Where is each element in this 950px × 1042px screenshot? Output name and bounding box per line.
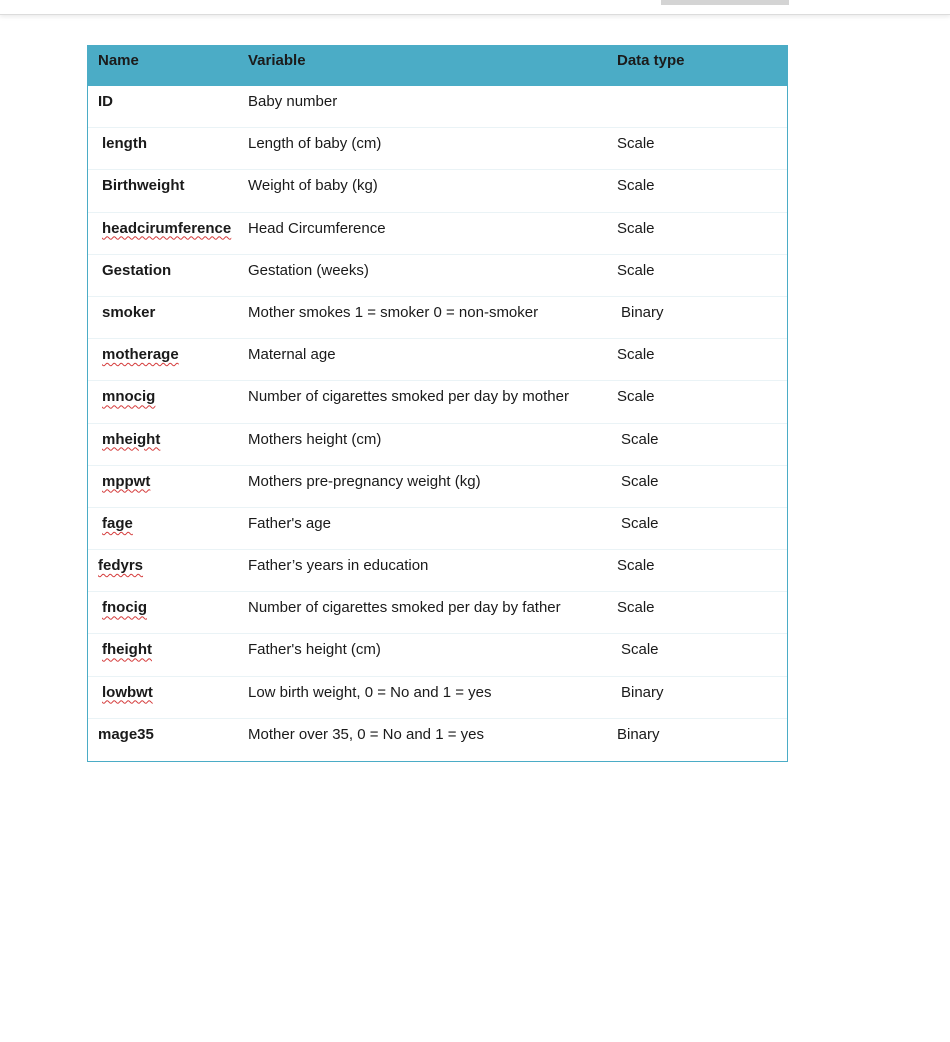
table-header-row <box>88 46 787 86</box>
table-row <box>88 297 787 339</box>
row-name: fage <box>102 514 133 532</box>
row-data-type: Scale <box>617 599 655 617</box>
top-bar-tab[interactable] <box>661 0 789 5</box>
row-name: fheight <box>102 641 152 659</box>
row-data-type: Binary <box>617 725 660 743</box>
row-variable: Maternal age <box>248 346 336 364</box>
table-row <box>88 170 787 212</box>
table-row <box>88 550 787 592</box>
table-row <box>88 634 787 676</box>
row-variable: Low birth weight, 0 = No and 1 = yes <box>248 683 492 701</box>
row-name: mheight <box>102 430 161 448</box>
row-variable: Gestation (weeks) <box>248 261 369 279</box>
row-data-type: Scale <box>621 514 659 532</box>
table-row <box>88 677 787 719</box>
row-variable: Mother smokes 1 = smoker 0 = non-smoker <box>248 303 539 321</box>
table-row <box>88 128 787 170</box>
table-row <box>88 339 787 381</box>
row-data-type: Scale <box>617 177 655 195</box>
table-row <box>88 86 787 128</box>
table-row <box>88 213 787 255</box>
row-data-type: Binary <box>621 683 664 701</box>
row-name: mage35 <box>98 725 154 743</box>
row-variable: Father's age <box>248 514 331 532</box>
row-variable: Length of baby (cm) <box>248 135 382 153</box>
row-name: headcirumference <box>102 219 232 237</box>
header-name: Name <box>98 52 139 69</box>
row-name: ID <box>98 93 113 110</box>
row-data-type: Scale <box>621 472 659 490</box>
row-data-type: Scale <box>621 641 659 659</box>
table-row <box>88 719 787 761</box>
row-name: length <box>102 135 147 153</box>
row-variable: Father’s years in education <box>248 557 429 575</box>
table-row <box>88 508 787 550</box>
row-variable: Father's height (cm) <box>248 641 381 659</box>
row-data-type: Scale <box>617 219 655 237</box>
table-row <box>88 424 787 466</box>
row-data-type: Scale <box>617 346 655 364</box>
row-variable: Number of cigarettes smoked per day by father <box>248 599 561 617</box>
row-data-type: Scale <box>621 430 659 448</box>
table-row <box>88 381 787 423</box>
row-name: smoker <box>102 303 156 321</box>
table-row <box>88 466 787 508</box>
row-variable: Mothers pre-pregnancy weight (kg) <box>248 472 481 490</box>
row-name: mnocig <box>102 388 156 406</box>
row-name: Birthweight <box>102 177 185 195</box>
row-name: fedyrs <box>98 557 144 575</box>
row-name: mppwt <box>102 472 151 490</box>
row-data-type: Scale <box>617 388 655 406</box>
row-name: Gestation <box>102 261 172 279</box>
row-data-type: Scale <box>617 261 655 279</box>
row-variable: Weight of baby (kg) <box>248 177 378 195</box>
row-variable: Mothers height (cm) <box>248 430 382 448</box>
row-name: motherage <box>102 346 179 364</box>
variables-table <box>87 45 788 762</box>
row-variable: Mother over 35, 0 = No and 1 = yes <box>248 725 484 743</box>
table-row <box>88 592 787 634</box>
row-name: lowbwt <box>102 683 153 701</box>
document-top-bar <box>0 0 950 15</box>
row-data-type: Scale <box>617 135 655 153</box>
header-data-type: Data type <box>617 52 685 69</box>
row-data-type: Binary <box>621 303 664 321</box>
row-variable: Number of cigarettes smoked per day by mother <box>248 388 569 406</box>
table-row <box>88 255 787 297</box>
header-variable: Variable <box>248 52 306 69</box>
row-data-type: Scale <box>617 557 655 575</box>
row-variable: Head Circumference <box>248 219 386 237</box>
row-variable: Baby number <box>248 93 338 110</box>
row-name: fnocig <box>102 599 147 617</box>
